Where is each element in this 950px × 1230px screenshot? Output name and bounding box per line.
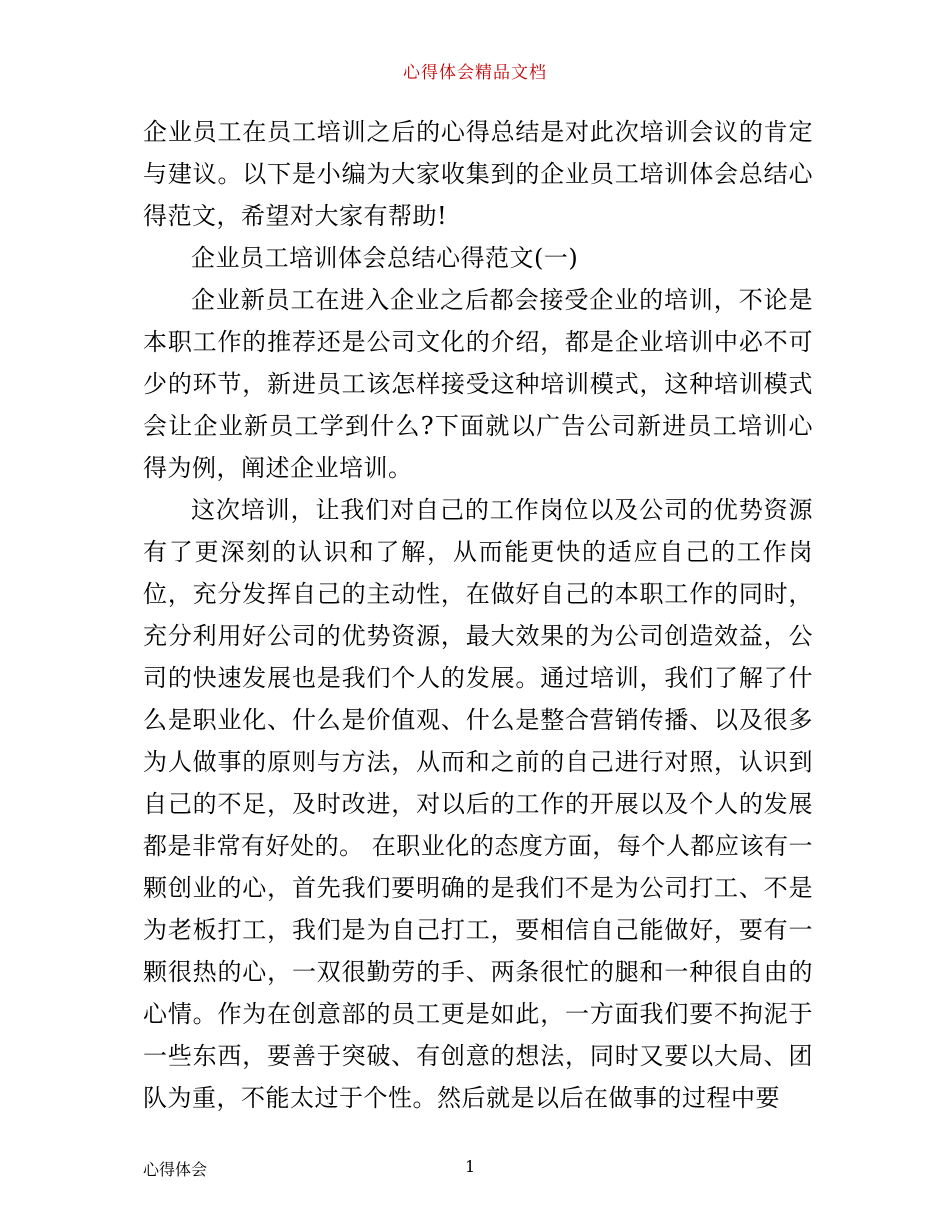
section-heading: 企业员工培训体会总结心得范文(一) [191, 244, 579, 272]
body-paragraph: 企业新员工在进入企业之后都会接受企业的培训，不论是本职工作的推荐还是公司文化的介绍，都是企业培训中必不可少的环节，新进员工该怎样接受这种培训模式，这种培训模式会让企业新员工学到什么?下面就以广告公司新进员工培训心得为例，阐述企业培训。 [143, 286, 813, 482]
footer-label: 心得体会 [143, 1160, 208, 1179]
intro-paragraph: 企业员工在员工培训之后的心得总结是对此次培训会议的肯定与建议。以下是小编为大家收集到的企业员工培训体会总结心得范文，希望对大家有帮助! [143, 118, 813, 230]
page-header: 心得体会精品文档 [403, 63, 547, 83]
document-body [143, 111, 813, 1119]
body-paragraph: 这次培训，让我们对自己的工作岗位以及公司的优势资源有了更深刻的认识和了解，从而能更快的适应自己的工作岗位，充分发挥自己的主动性，在做好自己的本职工作的同时，充分利用好公司的优势资源，最大效果的为公司创造效益，公司的快速发展也是我们个人的发展。通过培训，我们了解了什么是职业化、什么是价值观、什么是整合营销传播、以及很多为人做事的原则与方法，从而和之前的自己进行对照，认识到自己的不足，及时改进，对以后的工作的开展以及个人的发展都是非常有好处的。 在职业化的态度方面，每个人都应该有一颗创业的心，首先我们要明确的是我们不是为公司打工、不是为老板打工，我们是为自己打工，要相信自己能做好，要有一颗很热的心，一双很勤劳的手、两条很忙的腿和一种很自由的心情。作为在创意部的员工更是如此，一方面我们要不拘泥于一些东西，要善于突破、有创意的想法，同时又要以大局、团队为重，不能太过于个性。然后就是以后在做事的过程中要 [143, 496, 813, 1112]
page-number: 1 [465, 1157, 476, 1176]
